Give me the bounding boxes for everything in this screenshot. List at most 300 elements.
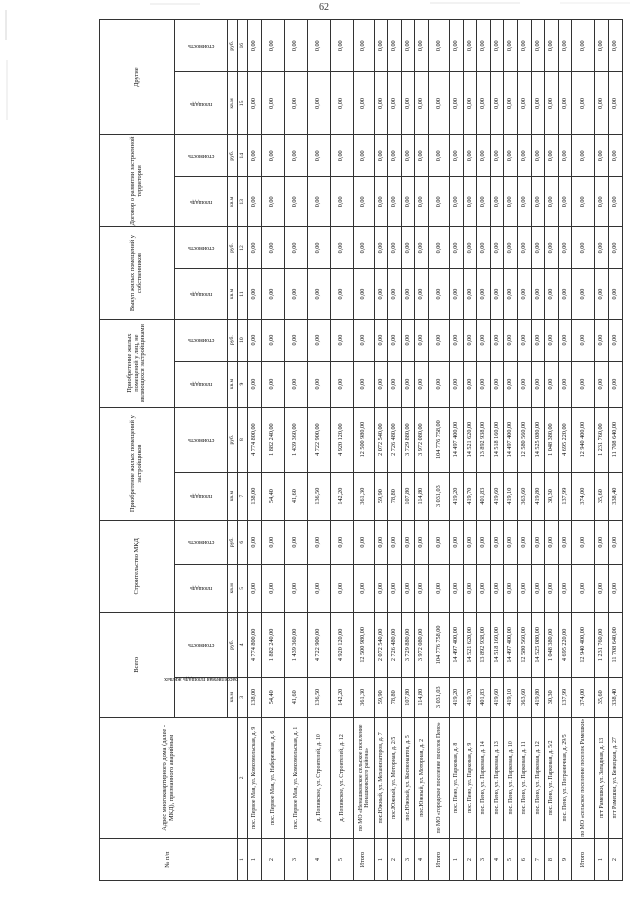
row-number: 5 bbox=[504, 839, 518, 881]
total-area: 142,20 bbox=[330, 677, 353, 717]
acq-dev-area: 419,10 bbox=[504, 472, 518, 520]
other-cost: 0,00 bbox=[415, 20, 429, 73]
acq-dev-cost: 1 439 360,00 bbox=[284, 407, 307, 472]
column-number: 10 bbox=[238, 319, 248, 361]
acq-dev-area: 35,60 bbox=[595, 472, 609, 520]
other-area: 0,00 bbox=[353, 72, 374, 135]
acq-dev-cost: 1 882 240,00 bbox=[261, 407, 284, 472]
buyout-cost: 0,00 bbox=[545, 227, 559, 269]
dev-contract-area: 0,00 bbox=[595, 177, 609, 227]
unit-label: руб. bbox=[228, 520, 238, 564]
total-cost: 12 500 980,00 bbox=[353, 612, 374, 677]
dev-contract-area: 0,00 bbox=[608, 177, 622, 227]
row-number: 6 bbox=[517, 839, 531, 881]
acq-other-area: 0,00 bbox=[388, 361, 402, 407]
build-cost: 0,00 bbox=[388, 520, 402, 564]
total-cost: 3 972 080,00 bbox=[415, 612, 429, 677]
acq-dev-area: 41,60 bbox=[284, 472, 307, 520]
row-number: 8 bbox=[545, 839, 559, 881]
other-area: 0,00 bbox=[388, 72, 402, 135]
row-number: Итого bbox=[572, 839, 595, 881]
total-cost: 12 580 560,00 bbox=[517, 612, 531, 677]
unit-label: руб. bbox=[228, 612, 238, 677]
dev-contract-area: 0,00 bbox=[415, 177, 429, 227]
header-other: Другие bbox=[100, 20, 175, 135]
acq-dev-cost: 4 695 220,00 bbox=[558, 407, 572, 472]
total-area: 419,80 bbox=[531, 677, 545, 717]
acq-other-area: 0,00 bbox=[353, 361, 374, 407]
build-cost: 0,00 bbox=[477, 520, 491, 564]
build-cost: 0,00 bbox=[449, 520, 463, 564]
other-area: 0,00 bbox=[330, 72, 353, 135]
total-cost: 13 892 938,00 bbox=[477, 612, 491, 677]
buyout-cost: 0,00 bbox=[504, 227, 518, 269]
buyout-cost: 0,00 bbox=[608, 227, 622, 269]
total-cost: 12 940 400,00 bbox=[572, 612, 595, 677]
table-row bbox=[504, 20, 518, 881]
total-area: 419,20 bbox=[449, 677, 463, 717]
acq-dev-cost: 4 920 120,00 bbox=[330, 407, 353, 472]
header-no: № п/п bbox=[100, 839, 238, 881]
row-number: 2 bbox=[463, 839, 477, 881]
dev-contract-cost: 0,00 bbox=[388, 135, 402, 177]
buyout-area: 0,00 bbox=[415, 269, 429, 319]
dev-contract-area: 0,00 bbox=[558, 177, 572, 227]
acq-dev-area: 419,60 bbox=[490, 472, 504, 520]
column-number: 12 bbox=[238, 227, 248, 269]
build-cost: 0,00 bbox=[330, 520, 353, 564]
acq-dev-cost: 1 231 760,00 bbox=[595, 407, 609, 472]
total-cost: 14 518 160,00 bbox=[490, 612, 504, 677]
acq-dev-area: 401,83 bbox=[477, 472, 491, 520]
acq-dev-area: 107,80 bbox=[401, 472, 415, 520]
acq-other-cost: 0,00 bbox=[545, 319, 559, 361]
acq-dev-area: 30,30 bbox=[545, 472, 559, 520]
table-row bbox=[449, 20, 463, 881]
other-cost: 0,00 bbox=[558, 20, 572, 73]
acq-other-area: 0,00 bbox=[307, 361, 330, 407]
acq-dev-area: 338,40 bbox=[608, 472, 622, 520]
address-cell: пос. Пено, ул. Парковая, д. 5/2 bbox=[545, 717, 559, 838]
acq-dev-cost: 1 048 380,00 bbox=[545, 407, 559, 472]
other-cost: 0,00 bbox=[330, 20, 353, 73]
subheader-area: площадь bbox=[175, 72, 228, 135]
unit-label: руб. bbox=[228, 319, 238, 361]
total-cost: 4 695 220,00 bbox=[558, 612, 572, 677]
table-row bbox=[531, 20, 545, 881]
total-cost: 2 726 480,00 bbox=[388, 612, 402, 677]
total-cost: 1 882 240,00 bbox=[261, 612, 284, 677]
address-cell: пос.Южный, ул. Моторная, д. 2 bbox=[415, 717, 429, 838]
acq-dev-cost: 104 776 758,00 bbox=[428, 407, 449, 472]
total-cost: 4 722 900,00 bbox=[307, 612, 330, 677]
other-cost: 0,00 bbox=[428, 20, 449, 73]
subheader-area: площадь bbox=[175, 177, 228, 227]
table-row bbox=[517, 20, 531, 881]
other-area: 0,00 bbox=[572, 72, 595, 135]
dev-contract-area: 0,00 bbox=[490, 177, 504, 227]
acq-other-area: 0,00 bbox=[330, 361, 353, 407]
build-area: 0,00 bbox=[248, 564, 262, 612]
other-area: 0,00 bbox=[490, 72, 504, 135]
buyout-cost: 0,00 bbox=[558, 227, 572, 269]
dev-contract-area: 0,00 bbox=[307, 177, 330, 227]
acq-other-cost: 0,00 bbox=[531, 319, 545, 361]
build-cost: 0,00 bbox=[558, 520, 572, 564]
column-number: 7 bbox=[238, 472, 248, 520]
buyout-cost: 0,00 bbox=[248, 227, 262, 269]
total-area: 35,60 bbox=[595, 677, 609, 717]
build-cost: 0,00 bbox=[608, 520, 622, 564]
acq-other-cost: 0,00 bbox=[449, 319, 463, 361]
buyout-cost: 0,00 bbox=[490, 227, 504, 269]
acq-other-area: 0,00 bbox=[595, 361, 609, 407]
build-area: 0,00 bbox=[284, 564, 307, 612]
row-number: 1 bbox=[595, 839, 609, 881]
acq-dev-cost: 2 726 480,00 bbox=[388, 407, 402, 472]
address-cell: пос.Южный, ул. Механизаторов, д. 7 bbox=[374, 717, 388, 838]
table-row bbox=[284, 20, 307, 881]
total-cost: 1 439 360,00 bbox=[284, 612, 307, 677]
buyout-area: 0,00 bbox=[374, 269, 388, 319]
dev-contract-cost: 0,00 bbox=[307, 135, 330, 177]
total-area: 361,30 bbox=[353, 677, 374, 717]
acq-dev-area: 419,70 bbox=[463, 472, 477, 520]
unit-label: кв.м bbox=[228, 269, 238, 319]
buyout-area: 0,00 bbox=[463, 269, 477, 319]
buyout-area: 0,00 bbox=[330, 269, 353, 319]
acq-other-cost: 0,00 bbox=[330, 319, 353, 361]
other-area: 0,00 bbox=[428, 72, 449, 135]
dev-contract-area: 0,00 bbox=[388, 177, 402, 227]
dev-contract-area: 0,00 bbox=[374, 177, 388, 227]
acq-dev-area: 361,30 bbox=[353, 472, 374, 520]
subheader-cost: стоимость bbox=[175, 227, 228, 269]
acq-other-cost: 0,00 bbox=[415, 319, 429, 361]
acq-dev-cost: 4 774 800,00 bbox=[248, 407, 262, 472]
column-number: 5 bbox=[238, 564, 248, 612]
acq-dev-cost: 14 497 400,00 bbox=[449, 407, 463, 472]
subheader-area: площадь bbox=[175, 361, 228, 407]
address-cell: пос.Южный, ул. Моторная, д. 2/5 bbox=[388, 717, 402, 838]
address-cell: пос. Пено, ул. Парковая, д. 14 bbox=[477, 717, 491, 838]
subheader-cost: стоимость bbox=[175, 135, 228, 177]
total-area: 3 031,03 bbox=[428, 677, 449, 717]
acq-other-cost: 0,00 bbox=[248, 319, 262, 361]
other-area: 0,00 bbox=[415, 72, 429, 135]
row-number: 1 bbox=[374, 839, 388, 881]
buyout-cost: 0,00 bbox=[374, 227, 388, 269]
total-area: 59,90 bbox=[374, 677, 388, 717]
acq-dev-area: 374,00 bbox=[572, 472, 595, 520]
unit-label: кв.м bbox=[228, 361, 238, 407]
total-cost: 14 497 400,00 bbox=[449, 612, 463, 677]
acq-other-area: 0,00 bbox=[261, 361, 284, 407]
buyout-cost: 0,00 bbox=[463, 227, 477, 269]
total-cost: 4 774 800,00 bbox=[248, 612, 262, 677]
table-body bbox=[238, 20, 623, 881]
row-number: 4 bbox=[415, 839, 429, 881]
total-area: 41,60 bbox=[284, 677, 307, 717]
column-number: 6 bbox=[238, 520, 248, 564]
dev-contract-area: 0,00 bbox=[330, 177, 353, 227]
table-row bbox=[248, 20, 262, 881]
buyout-cost: 0,00 bbox=[401, 227, 415, 269]
buyout-cost: 0,00 bbox=[572, 227, 595, 269]
total-cost: 14 497 400,00 bbox=[504, 612, 518, 677]
build-cost: 0,00 bbox=[463, 520, 477, 564]
table-row-subtotal bbox=[353, 20, 374, 881]
row-number: 2 bbox=[261, 839, 284, 881]
acq-dev-cost: 3 729 880,00 bbox=[401, 407, 415, 472]
subheader-area: площадь bbox=[175, 472, 228, 520]
acq-other-area: 0,00 bbox=[401, 361, 415, 407]
total-area: 374,00 bbox=[572, 677, 595, 717]
build-cost: 0,00 bbox=[401, 520, 415, 564]
acq-other-area: 0,00 bbox=[284, 361, 307, 407]
column-number: 3 bbox=[238, 677, 248, 717]
total-area: 401,83 bbox=[477, 677, 491, 717]
build-cost: 0,00 bbox=[428, 520, 449, 564]
total-area: 419,70 bbox=[463, 677, 477, 717]
build-area: 0,00 bbox=[477, 564, 491, 612]
other-cost: 0,00 bbox=[374, 20, 388, 73]
unit-label: кв.м bbox=[228, 72, 238, 135]
total-area: 114,80 bbox=[415, 677, 429, 717]
build-cost: 0,00 bbox=[261, 520, 284, 564]
acq-other-cost: 0,00 bbox=[490, 319, 504, 361]
build-area: 0,00 bbox=[558, 564, 572, 612]
total-area: 107,80 bbox=[401, 677, 415, 717]
build-area: 0,00 bbox=[545, 564, 559, 612]
total-cost: 11 708 640,00 bbox=[608, 612, 622, 677]
address-cell: пос. Пено, ул. Парковая, д. 10 bbox=[504, 717, 518, 838]
table-row bbox=[330, 20, 353, 881]
header-dev-contract: Договор о развитии застроенной территории bbox=[100, 135, 175, 227]
acq-dev-area: 138,00 bbox=[248, 472, 262, 520]
total-area: 136,50 bbox=[307, 677, 330, 717]
total-cost: 1 048 380,00 bbox=[545, 612, 559, 677]
acq-other-cost: 0,00 bbox=[558, 319, 572, 361]
buyout-cost: 0,00 bbox=[415, 227, 429, 269]
other-area: 0,00 bbox=[463, 72, 477, 135]
column-number: 11 bbox=[238, 269, 248, 319]
build-area: 0,00 bbox=[449, 564, 463, 612]
other-cost: 0,00 bbox=[388, 20, 402, 73]
dev-contract-area: 0,00 bbox=[531, 177, 545, 227]
build-cost: 0,00 bbox=[517, 520, 531, 564]
row-number: 3 bbox=[401, 839, 415, 881]
acq-dev-area: 137,99 bbox=[558, 472, 572, 520]
dev-contract-area: 0,00 bbox=[284, 177, 307, 227]
buyout-area: 0,00 bbox=[608, 269, 622, 319]
other-cost: 0,00 bbox=[517, 20, 531, 73]
dev-contract-cost: 0,00 bbox=[608, 135, 622, 177]
row-number: 1 bbox=[248, 839, 262, 881]
table-row bbox=[261, 20, 284, 881]
acq-dev-cost: 2 072 540,00 bbox=[374, 407, 388, 472]
row-number: 1 bbox=[449, 839, 463, 881]
dev-contract-area: 0,00 bbox=[261, 177, 284, 227]
acq-other-cost: 0,00 bbox=[374, 319, 388, 361]
subheader-resettled-area: расселяемая площадь жилых bbox=[175, 677, 228, 717]
build-cost: 0,00 bbox=[415, 520, 429, 564]
acq-other-cost: 0,00 bbox=[572, 319, 595, 361]
row-number: 7 bbox=[531, 839, 545, 881]
other-cost: 0,00 bbox=[490, 20, 504, 73]
buyout-cost: 0,00 bbox=[531, 227, 545, 269]
acq-dev-area: 114,80 bbox=[415, 472, 429, 520]
total-area: 338,40 bbox=[608, 677, 622, 717]
dev-contract-cost: 0,00 bbox=[572, 135, 595, 177]
build-area: 0,00 bbox=[374, 564, 388, 612]
other-area: 0,00 bbox=[558, 72, 572, 135]
total-area: 137,99 bbox=[558, 677, 572, 717]
acq-dev-cost: 14 525 080,00 bbox=[531, 407, 545, 472]
other-cost: 0,00 bbox=[504, 20, 518, 73]
buyout-area: 0,00 bbox=[504, 269, 518, 319]
build-area: 0,00 bbox=[490, 564, 504, 612]
row-number: Итого bbox=[353, 839, 374, 881]
acq-other-area: 0,00 bbox=[608, 361, 622, 407]
other-cost: 0,00 bbox=[595, 20, 609, 73]
total-area: 363,60 bbox=[517, 677, 531, 717]
subheader-area: площадь bbox=[175, 564, 228, 612]
column-number: 13 bbox=[238, 177, 248, 227]
build-cost: 0,00 bbox=[531, 520, 545, 564]
acq-other-cost: 0,00 bbox=[261, 319, 284, 361]
buyout-area: 0,00 bbox=[284, 269, 307, 319]
acq-other-area: 0,00 bbox=[248, 361, 262, 407]
column-number: 2 bbox=[238, 717, 248, 838]
build-area: 0,00 bbox=[401, 564, 415, 612]
acq-dev-cost: 12 940 400,00 bbox=[572, 407, 595, 472]
build-area: 0,00 bbox=[517, 564, 531, 612]
acq-other-area: 0,00 bbox=[504, 361, 518, 407]
total-cost: 14 525 080,00 bbox=[531, 612, 545, 677]
address-cell: пос.Южный, ул. Космонавтов, д. 5 bbox=[401, 717, 415, 838]
total-area: 54,40 bbox=[261, 677, 284, 717]
address-cell: пос. Пено, ул. Парковая, д. 8 bbox=[449, 717, 463, 838]
unit-label: руб. bbox=[228, 20, 238, 73]
buyout-area: 0,00 bbox=[307, 269, 330, 319]
acq-other-area: 0,00 bbox=[531, 361, 545, 407]
acq-other-area: 0,00 bbox=[374, 361, 388, 407]
address-cell: по МО «сельское поселение поселок Рамешки» bbox=[572, 717, 595, 838]
acq-other-cost: 0,00 bbox=[463, 319, 477, 361]
buyout-area: 0,00 bbox=[517, 269, 531, 319]
row-number: 4 bbox=[307, 839, 330, 881]
acq-other-cost: 0,00 bbox=[284, 319, 307, 361]
address-cell: пгт Рамешки, ул. Западная, д. 13 bbox=[595, 717, 609, 838]
dev-contract-cost: 0,00 bbox=[545, 135, 559, 177]
other-cost: 0,00 bbox=[284, 20, 307, 73]
column-number: 9 bbox=[238, 361, 248, 407]
total-cost: 1 231 760,00 bbox=[595, 612, 609, 677]
other-cost: 0,00 bbox=[463, 20, 477, 73]
buyout-cost: 0,00 bbox=[428, 227, 449, 269]
dev-contract-cost: 0,00 bbox=[330, 135, 353, 177]
dev-contract-cost: 0,00 bbox=[463, 135, 477, 177]
dev-contract-area: 0,00 bbox=[477, 177, 491, 227]
dev-contract-cost: 0,00 bbox=[558, 135, 572, 177]
address-cell: пос. Первое Мая, ул. Набережная, д. 6 bbox=[261, 717, 284, 838]
other-area: 0,00 bbox=[284, 72, 307, 135]
dev-contract-cost: 0,00 bbox=[374, 135, 388, 177]
acq-other-cost: 0,00 bbox=[307, 319, 330, 361]
acq-dev-cost: 12 580 560,00 bbox=[517, 407, 531, 472]
total-area: 138,00 bbox=[248, 677, 262, 717]
other-cost: 0,00 bbox=[572, 20, 595, 73]
other-area: 0,00 bbox=[401, 72, 415, 135]
address-cell: пос. Первое Мая, ул. Комсомольская, д. 9 bbox=[248, 717, 262, 838]
table-row bbox=[595, 20, 609, 881]
other-area: 0,00 bbox=[595, 72, 609, 135]
address-cell: пос. Пено, ул. Парковая, д. 12 bbox=[531, 717, 545, 838]
build-area: 0,00 bbox=[428, 564, 449, 612]
row-number: 3 bbox=[284, 839, 307, 881]
acq-other-cost: 0,00 bbox=[517, 319, 531, 361]
table-row bbox=[307, 20, 330, 881]
acq-other-area: 0,00 bbox=[558, 361, 572, 407]
table-row-subtotal bbox=[572, 20, 595, 881]
address-cell: пос. Пено, ул. Парковая, д. 11 bbox=[517, 717, 531, 838]
acq-other-area: 0,00 bbox=[415, 361, 429, 407]
other-area: 0,00 bbox=[545, 72, 559, 135]
acq-other-area: 0,00 bbox=[517, 361, 531, 407]
build-cost: 0,00 bbox=[248, 520, 262, 564]
buyout-area: 0,00 bbox=[558, 269, 572, 319]
column-number: 14 bbox=[238, 135, 248, 177]
column-number: 4 bbox=[238, 612, 248, 677]
build-cost: 0,00 bbox=[572, 520, 595, 564]
dev-contract-cost: 0,00 bbox=[517, 135, 531, 177]
buyout-cost: 0,00 bbox=[449, 227, 463, 269]
dev-contract-area: 0,00 bbox=[428, 177, 449, 227]
column-number: 1 bbox=[238, 839, 248, 881]
total-area: 78,80 bbox=[388, 677, 402, 717]
build-cost: 0,00 bbox=[504, 520, 518, 564]
acq-dev-cost: 14 497 400,00 bbox=[504, 407, 518, 472]
unit-label: руб. bbox=[228, 407, 238, 472]
unit-label: кв.м bbox=[228, 677, 238, 717]
acq-other-cost: 0,00 bbox=[595, 319, 609, 361]
header-acq-dev: Приобретение жилых помещений у застройщиков bbox=[100, 407, 175, 520]
page-number: 62 bbox=[319, 2, 329, 13]
build-area: 0,00 bbox=[608, 564, 622, 612]
build-area: 0,00 bbox=[504, 564, 518, 612]
column-number: 16 bbox=[238, 20, 248, 73]
build-cost: 0,00 bbox=[595, 520, 609, 564]
table-row bbox=[558, 20, 572, 881]
buyout-area: 0,00 bbox=[595, 269, 609, 319]
dev-contract-cost: 0,00 bbox=[261, 135, 284, 177]
other-area: 0,00 bbox=[504, 72, 518, 135]
buyout-area: 0,00 bbox=[248, 269, 262, 319]
other-cost: 0,00 bbox=[449, 20, 463, 73]
other-area: 0,00 bbox=[449, 72, 463, 135]
dev-contract-area: 0,00 bbox=[463, 177, 477, 227]
row-number: 4 bbox=[490, 839, 504, 881]
acq-dev-area: 136,50 bbox=[307, 472, 330, 520]
dev-contract-cost: 0,00 bbox=[477, 135, 491, 177]
build-area: 0,00 bbox=[261, 564, 284, 612]
total-cost: 4 920 120,00 bbox=[330, 612, 353, 677]
other-cost: 0,00 bbox=[353, 20, 374, 73]
table-row bbox=[401, 20, 415, 881]
build-area: 0,00 bbox=[595, 564, 609, 612]
buyout-area: 0,00 bbox=[572, 269, 595, 319]
